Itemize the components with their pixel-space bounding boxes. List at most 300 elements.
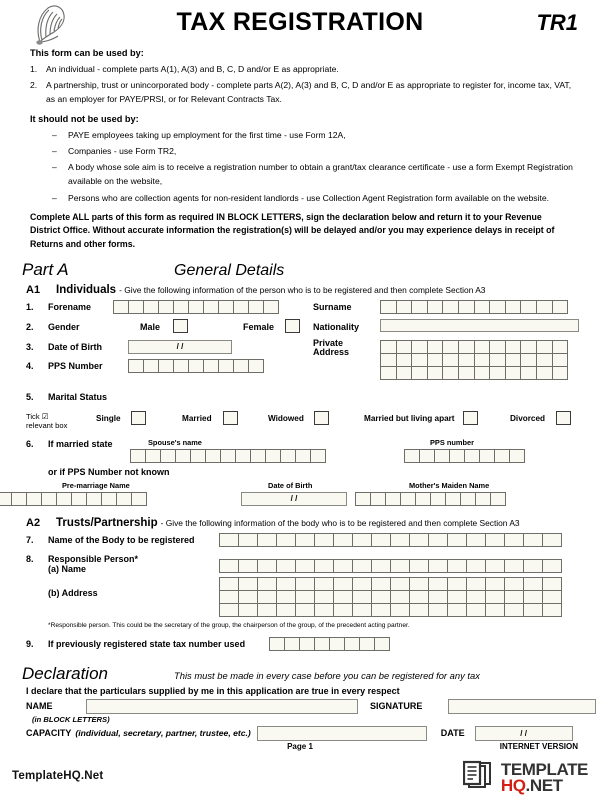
- marital-divorced-label: Divorced: [510, 413, 546, 423]
- q3-number: 3.: [26, 341, 34, 352]
- char-box[interactable]: [504, 577, 524, 591]
- char-box[interactable]: [404, 449, 420, 463]
- char-box[interactable]: [542, 559, 562, 573]
- char-box[interactable]: [238, 603, 258, 617]
- char-box[interactable]: [280, 449, 296, 463]
- char-box[interactable]: [203, 300, 219, 314]
- section-a1-id: A1: [26, 283, 41, 296]
- declaration-name-input[interactable]: [86, 699, 358, 714]
- char-box[interactable]: [329, 637, 345, 651]
- char-box[interactable]: [333, 590, 353, 604]
- char-box[interactable]: [466, 559, 486, 573]
- q9-label: If previously registered state tax number used: [48, 638, 246, 649]
- char-box[interactable]: [257, 577, 277, 591]
- char-box[interactable]: [390, 590, 410, 604]
- char-box[interactable]: [143, 359, 159, 373]
- char-box[interactable]: [442, 300, 459, 314]
- char-box[interactable]: [409, 603, 429, 617]
- char-box[interactable]: [380, 300, 397, 314]
- char-box[interactable]: [128, 300, 144, 314]
- declaration-name-label: NAME: [26, 701, 53, 712]
- char-box[interactable]: [235, 449, 251, 463]
- char-box[interactable]: [158, 359, 174, 373]
- char-box[interactable]: [352, 577, 372, 591]
- q1-label: Forename: [48, 301, 92, 312]
- char-box[interactable]: [542, 533, 562, 547]
- char-box[interactable]: [352, 590, 372, 604]
- char-box[interactable]: [116, 492, 132, 506]
- char-box[interactable]: [188, 300, 204, 314]
- char-box[interactable]: [131, 492, 147, 506]
- private-address-label-line1: Private: [313, 337, 344, 348]
- char-box[interactable]: [464, 449, 480, 463]
- char-box[interactable]: [333, 533, 353, 547]
- char-box[interactable]: [265, 449, 281, 463]
- char-box[interactable]: [238, 577, 258, 591]
- row-if-married: [0, 437, 600, 467]
- char-box[interactable]: [409, 590, 429, 604]
- marital-divorced-checkbox[interactable]: [556, 411, 571, 425]
- char-box[interactable]: [41, 492, 57, 506]
- char-box[interactable]: [276, 603, 296, 617]
- responsible-person-name-input[interactable]: [219, 559, 562, 573]
- spouse-dob-caption: Date of Birth: [268, 480, 313, 490]
- body-name-input[interactable]: [219, 533, 562, 547]
- list-text: PAYE employees taking up employment for the first time - use Form 12A,: [68, 129, 346, 140]
- marital-single-checkbox[interactable]: [131, 411, 146, 425]
- char-box[interactable]: [257, 559, 277, 573]
- q8-label: Responsible Person*: [48, 553, 139, 564]
- q4-number: 4.: [26, 360, 34, 371]
- char-box[interactable]: [485, 559, 505, 573]
- char-box[interactable]: [352, 603, 372, 617]
- list-text: A body whose sole aim is to receive a registration number to obtain a grant/tax clearance certificate - use a form Exempt Registration available on the website,: [68, 162, 573, 187]
- char-box[interactable]: [419, 449, 435, 463]
- char-box[interactable]: [219, 559, 239, 573]
- char-box[interactable]: [257, 533, 277, 547]
- char-box[interactable]: [314, 603, 334, 617]
- char-box[interactable]: [385, 492, 401, 506]
- char-box[interactable]: [130, 449, 146, 463]
- char-box[interactable]: [371, 559, 391, 573]
- char-box[interactable]: [504, 603, 524, 617]
- char-box[interactable]: [145, 449, 161, 463]
- responsible-person-footnote: *Responsible person. This could be the secretary of the group, the chairperson of the group, of the precedent acting partner.: [48, 621, 410, 629]
- char-box[interactable]: [248, 359, 264, 373]
- marital-living-apart-label: Married but living apart: [364, 413, 455, 423]
- pps-number-input[interactable]: [128, 359, 264, 373]
- char-box[interactable]: [428, 603, 448, 617]
- declaration-capacity-input[interactable]: [257, 726, 427, 741]
- spouse-name-caption: Spouse's name: [148, 437, 202, 447]
- char-box[interactable]: [257, 590, 277, 604]
- char-box[interactable]: [552, 340, 569, 354]
- char-box[interactable]: [449, 449, 465, 463]
- char-box[interactable]: [190, 449, 206, 463]
- char-box[interactable]: [475, 492, 491, 506]
- list-marker: –: [52, 129, 57, 140]
- q8-number: 8.: [26, 553, 34, 564]
- char-box[interactable]: [295, 559, 315, 573]
- should-not-heading: It should not be used by:: [30, 113, 139, 124]
- char-box[interactable]: [390, 577, 410, 591]
- declaration-body: [0, 686, 600, 741]
- spouse-pps-input[interactable]: [404, 449, 525, 463]
- gender-male-checkbox[interactable]: [173, 319, 188, 333]
- char-box[interactable]: [390, 603, 410, 617]
- char-box[interactable]: [276, 590, 296, 604]
- q2-label: Gender: [48, 321, 80, 332]
- q7-label: Name of the Body to be registered: [48, 534, 195, 545]
- q5-number: 5.: [26, 391, 34, 402]
- declaration-date-input[interactable]: / /: [475, 726, 573, 741]
- q8a-name-label: (a) Name: [48, 563, 87, 574]
- char-box[interactable]: [428, 533, 448, 547]
- char-box[interactable]: [542, 603, 562, 617]
- char-box[interactable]: [485, 590, 505, 604]
- nationality-input[interactable]: [380, 319, 579, 332]
- char-box[interactable]: [269, 637, 285, 651]
- char-box[interactable]: [523, 533, 543, 547]
- char-box[interactable]: [128, 359, 144, 373]
- char-box[interactable]: [295, 577, 315, 591]
- brand-wordmark: [500, 759, 588, 795]
- row-forename-surname: [0, 299, 600, 318]
- char-box[interactable]: [333, 577, 353, 591]
- char-box[interactable]: [370, 492, 386, 506]
- char-box[interactable]: [219, 590, 239, 604]
- char-box[interactable]: [219, 603, 239, 617]
- char-box[interactable]: [474, 300, 491, 314]
- list-item: [30, 63, 574, 77]
- tick-instruction-line1: Tick ☑: [26, 411, 49, 421]
- char-box[interactable]: [447, 577, 467, 591]
- char-box[interactable]: [101, 492, 117, 506]
- char-box[interactable]: [314, 533, 334, 547]
- char-box[interactable]: [428, 559, 448, 573]
- char-box[interactable]: [445, 492, 461, 506]
- char-box[interactable]: [295, 603, 315, 617]
- row-responsible-person-name: [0, 554, 600, 576]
- responsible-person-address-input[interactable]: [219, 577, 562, 617]
- char-box[interactable]: [203, 359, 219, 373]
- address-row: [219, 590, 562, 604]
- q3-label: Date of Birth: [48, 341, 102, 352]
- should-not-list: [30, 129, 574, 206]
- marital-married-label: Married: [182, 413, 212, 423]
- page-footer: [0, 742, 600, 751]
- char-box[interactable]: [205, 449, 221, 463]
- date-of-birth-input[interactable]: / /: [128, 340, 232, 354]
- char-box[interactable]: [333, 603, 353, 617]
- char-box[interactable]: [536, 340, 553, 354]
- char-box[interactable]: [284, 637, 300, 651]
- list-text: An individual - complete parts A(1), A(3) and B, C, D and/or E as appropriate.: [46, 63, 339, 74]
- tick-instruction-line2: relevant box: [26, 420, 68, 430]
- char-box[interactable]: [409, 533, 429, 547]
- char-box[interactable]: [552, 300, 569, 314]
- section-a2-name: Trusts/Partnership: [56, 516, 158, 529]
- char-box[interactable]: [352, 533, 372, 547]
- char-box[interactable]: [160, 449, 176, 463]
- char-box[interactable]: [310, 449, 326, 463]
- char-box[interactable]: [333, 559, 353, 573]
- char-box[interactable]: [485, 603, 505, 617]
- char-box[interactable]: [479, 449, 495, 463]
- list-text: A partnership, trust or unincorporated body - complete parts A(2), A(3) and B, C, D and/or E as appropriate to register for, income tax, VAT, as an employer for PAYE/PRSI, or for Relevant Contracts Tax.: [46, 79, 572, 104]
- address-row: [219, 603, 562, 617]
- brand-text-left: TemplateHQ.Net: [12, 770, 104, 782]
- char-box[interactable]: [276, 577, 296, 591]
- char-box[interactable]: [173, 359, 189, 373]
- char-box[interactable]: [409, 559, 429, 573]
- q7-number: 7.: [26, 534, 34, 545]
- gender-male-label: Male: [140, 321, 161, 332]
- char-box[interactable]: [175, 449, 191, 463]
- char-box[interactable]: [466, 590, 486, 604]
- char-box[interactable]: [314, 637, 330, 651]
- form-header: [0, 0, 600, 46]
- declaration-date-label: DATE: [440, 728, 465, 739]
- part-a-label: Part A: [22, 259, 69, 279]
- char-box[interactable]: [520, 340, 537, 354]
- mothers-maiden-name-input[interactable]: [355, 492, 506, 506]
- private-address-label-line2: Address: [313, 346, 350, 357]
- char-box[interactable]: [466, 533, 486, 547]
- row-responsible-person-address: [0, 576, 600, 622]
- char-box[interactable]: [504, 590, 524, 604]
- declaration-subtitle: This must be made in every case before you can be registered for any tax: [174, 669, 480, 681]
- char-box[interactable]: [173, 300, 189, 314]
- char-box[interactable]: [314, 559, 334, 573]
- char-box[interactable]: [458, 340, 475, 354]
- nationality-label: Nationality: [313, 321, 360, 332]
- char-box[interactable]: [390, 533, 410, 547]
- declaration-name-row: [26, 699, 600, 714]
- char-box[interactable]: [86, 492, 102, 506]
- char-box[interactable]: [411, 340, 428, 354]
- char-box[interactable]: [11, 492, 27, 506]
- section-a2-desc: - Give the following information of the body who is to be registered and then complete Section A3: [160, 517, 520, 528]
- char-box[interactable]: [434, 449, 450, 463]
- declaration-title: Declaration: [22, 663, 108, 683]
- char-box[interactable]: [523, 559, 543, 573]
- char-box[interactable]: [396, 300, 413, 314]
- char-box[interactable]: [523, 603, 543, 617]
- list-text: Persons who are collection agents for non-resident landlords - use Collection Agent Registration form available on the website.: [68, 192, 550, 203]
- char-box[interactable]: [428, 590, 448, 604]
- char-box[interactable]: [143, 300, 159, 314]
- char-box[interactable]: [396, 340, 413, 354]
- pre-marriage-caption: Pre-marriage Name: [62, 480, 130, 490]
- char-box[interactable]: [458, 300, 475, 314]
- row-pps-not-known-label: [0, 467, 600, 481]
- char-box[interactable]: [494, 449, 510, 463]
- char-box[interactable]: [442, 340, 459, 354]
- part-a-heading: [0, 252, 600, 284]
- char-box[interactable]: [314, 577, 334, 591]
- char-box[interactable]: [355, 492, 371, 506]
- char-box[interactable]: [314, 590, 334, 604]
- char-box[interactable]: [490, 492, 506, 506]
- char-box[interactable]: [504, 533, 524, 547]
- char-box[interactable]: [371, 603, 391, 617]
- char-box[interactable]: [26, 492, 42, 506]
- char-box[interactable]: [428, 577, 448, 591]
- char-box[interactable]: [504, 559, 524, 573]
- brand-word-hq: HQ: [500, 775, 526, 795]
- row-marital-options: [0, 409, 600, 437]
- char-box[interactable]: [485, 533, 505, 547]
- char-box[interactable]: [466, 603, 486, 617]
- char-box[interactable]: [509, 449, 525, 463]
- char-box[interactable]: [523, 577, 543, 591]
- char-box[interactable]: [415, 492, 431, 506]
- char-box[interactable]: [542, 577, 562, 591]
- char-box[interactable]: [474, 340, 491, 354]
- section-a1-name: Individuals: [56, 283, 117, 296]
- gender-female-checkbox[interactable]: [285, 319, 300, 333]
- char-box[interactable]: [505, 300, 522, 314]
- char-box[interactable]: [218, 359, 234, 373]
- char-box[interactable]: [238, 533, 258, 547]
- declaration-signature-label: SIGNATURE: [370, 701, 423, 712]
- declaration-signature-input[interactable]: [448, 699, 596, 714]
- char-box[interactable]: [238, 559, 258, 573]
- char-box[interactable]: [505, 340, 522, 354]
- char-box[interactable]: [233, 300, 249, 314]
- char-box[interactable]: [295, 590, 315, 604]
- address-row: [219, 577, 562, 591]
- section-a1-desc: - Give the following information of the person who is to be registered and then complete Section A3: [119, 284, 486, 295]
- char-box[interactable]: [409, 577, 429, 591]
- char-box[interactable]: [295, 533, 315, 547]
- char-box[interactable]: [542, 590, 562, 604]
- char-box[interactable]: [219, 577, 239, 591]
- char-box[interactable]: [447, 533, 467, 547]
- char-box[interactable]: [430, 492, 446, 506]
- char-box[interactable]: [489, 340, 506, 354]
- char-box[interactable]: [257, 603, 277, 617]
- char-box[interactable]: [276, 559, 296, 573]
- row-gender-nationality: [0, 318, 600, 339]
- char-box[interactable]: [447, 590, 467, 604]
- char-box[interactable]: [295, 449, 311, 463]
- char-box[interactable]: [248, 300, 264, 314]
- char-box[interactable]: [220, 449, 236, 463]
- version-label: INTERNET VERSION: [499, 742, 578, 751]
- gender-female-label: Female: [243, 321, 275, 332]
- previous-tax-number-input[interactable]: [269, 637, 390, 651]
- char-box[interactable]: [380, 340, 397, 354]
- char-box[interactable]: [344, 637, 360, 651]
- q1-number: 1.: [26, 301, 34, 312]
- char-box[interactable]: [299, 637, 315, 651]
- list-item: [30, 79, 574, 107]
- char-box[interactable]: [276, 533, 296, 547]
- char-box[interactable]: [158, 300, 174, 314]
- spouse-pps-caption: PPS number: [430, 437, 474, 447]
- row-marital-status: [0, 392, 600, 409]
- declaration-capacity-note: (individual, secretary, partner, trustee, etc.): [75, 728, 251, 739]
- spouse-dob-input[interactable]: / /: [241, 492, 347, 506]
- char-box[interactable]: [238, 590, 258, 604]
- address-row: [380, 340, 568, 354]
- char-box[interactable]: [447, 559, 467, 573]
- row-responsible-footnote: [0, 622, 600, 636]
- char-box[interactable]: [56, 492, 72, 506]
- char-box[interactable]: [427, 340, 444, 354]
- marital-married-checkbox[interactable]: [223, 411, 238, 425]
- char-box[interactable]: [460, 492, 476, 506]
- char-box[interactable]: [359, 637, 375, 651]
- declaration-capacity-label: CAPACITY: [26, 728, 72, 739]
- char-box[interactable]: [233, 359, 249, 373]
- char-box[interactable]: [411, 300, 428, 314]
- declaration-heading: [0, 664, 600, 684]
- declaration-statement: I declare that the particulars supplied by me in this application are true in every respect: [26, 685, 400, 696]
- marital-widowed-checkbox[interactable]: [314, 411, 329, 425]
- char-box[interactable]: [466, 577, 486, 591]
- can-be-used-heading: This form can be used by:: [30, 48, 144, 58]
- char-box[interactable]: [371, 590, 391, 604]
- marital-living-apart-checkbox[interactable]: [463, 411, 478, 425]
- form-code: TR1: [536, 10, 578, 35]
- section-a2-heading: [0, 517, 600, 529]
- char-box[interactable]: [263, 300, 279, 314]
- char-box[interactable]: [489, 300, 506, 314]
- char-box[interactable]: [400, 492, 416, 506]
- surname-input[interactable]: [380, 300, 568, 314]
- brand-word-template: TEMPLATE: [500, 759, 588, 779]
- q6-number: 6.: [26, 438, 34, 449]
- char-box[interactable]: [390, 559, 410, 573]
- pre-marriage-name-input[interactable]: [0, 492, 147, 506]
- page-title: TAX REGISTRATION: [176, 8, 424, 36]
- spouse-name-input[interactable]: [130, 449, 326, 463]
- char-box[interactable]: [523, 590, 543, 604]
- marital-widowed-label: Widowed: [268, 413, 304, 423]
- char-box[interactable]: [250, 449, 266, 463]
- char-box[interactable]: [218, 300, 234, 314]
- char-box[interactable]: [447, 603, 467, 617]
- row-pps-not-known-fields: [0, 481, 600, 513]
- char-box[interactable]: [352, 559, 372, 573]
- char-box[interactable]: [427, 300, 444, 314]
- char-box[interactable]: [520, 300, 537, 314]
- char-box[interactable]: [371, 577, 391, 591]
- list-item: [52, 145, 574, 159]
- char-box[interactable]: [374, 637, 390, 651]
- char-box[interactable]: [485, 577, 505, 591]
- q6-label: If married state: [48, 438, 113, 449]
- q8b-address-label: (b) Address: [48, 587, 98, 598]
- char-box[interactable]: [371, 533, 391, 547]
- forename-input[interactable]: [113, 300, 279, 314]
- marital-single-label: Single: [96, 413, 121, 423]
- q9-number: 9.: [26, 638, 34, 649]
- list-marker: 2.: [30, 79, 38, 90]
- pps-not-known-label: or if PPS Number not known: [48, 466, 170, 477]
- list-marker: –: [52, 192, 57, 203]
- char-box[interactable]: [536, 300, 553, 314]
- row-pps-number: [0, 358, 600, 392]
- char-box[interactable]: [188, 359, 204, 373]
- char-box[interactable]: [113, 300, 129, 314]
- part-a-title: General Details: [174, 261, 285, 279]
- char-box[interactable]: [219, 533, 239, 547]
- char-box[interactable]: [71, 492, 87, 506]
